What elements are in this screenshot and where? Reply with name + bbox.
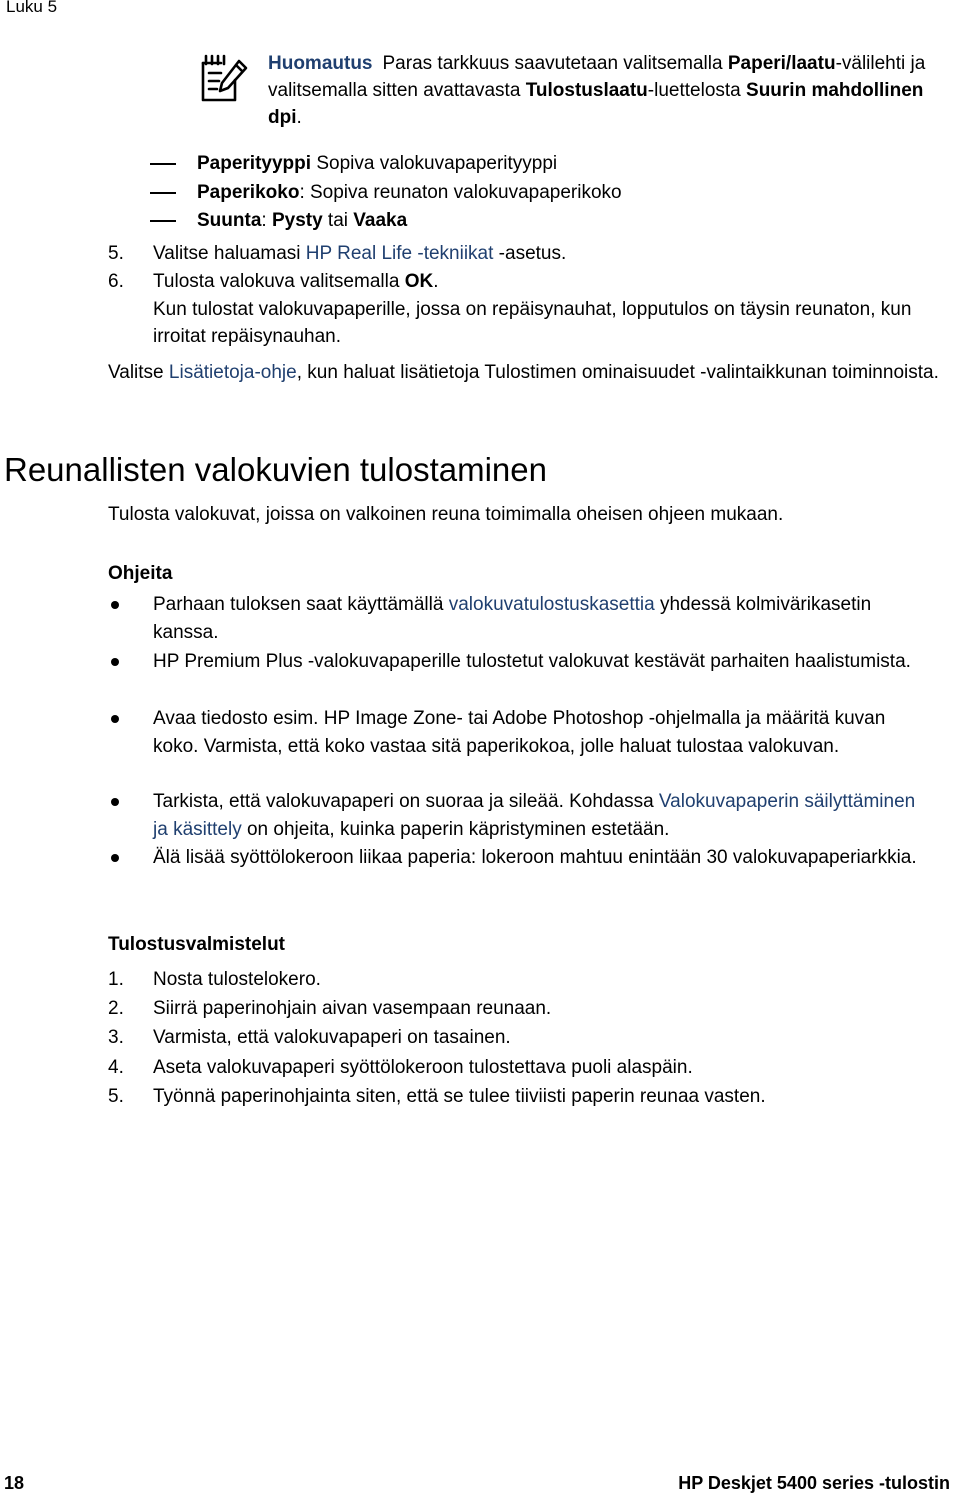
note-text-part: -välilehti ja valitsemalla sitten avattavasta	[268, 53, 926, 101]
note-text-part: .	[296, 107, 302, 128]
dash-item-term: Pysty	[271, 210, 323, 231]
guideline-item	[108, 705, 928, 761]
dash-marker	[150, 220, 176, 222]
paragraph-text: Valitse	[108, 362, 169, 383]
dash-item-text: : Sopiva reunaton valokuvapaperikoko	[299, 182, 622, 203]
page-number: 18	[4, 1473, 25, 1493]
guideline-text: Parhaan tuloksen saat käyttämällä	[153, 594, 449, 615]
step-text: Työnnä paperinohjainta siten, että se tulee tiiviisti paperin reunaa vasten.	[153, 1086, 766, 1107]
step-number: 3.	[108, 1027, 124, 1048]
prep-step	[108, 1083, 766, 1110]
step-text: Aseta valokuvapaperi syöttölokeroon tulostettava puoli alaspäin.	[153, 1057, 693, 1078]
prep-step	[108, 1054, 693, 1081]
step-bold-term: OK	[404, 271, 434, 292]
step-text: Siirrä paperinohjain aivan vasempaan reunaan.	[153, 998, 552, 1019]
step-text: Tulosta valokuva valitsemalla	[153, 271, 405, 292]
prep-heading: Tulostusvalmistelut	[108, 934, 286, 955]
bullet-dot	[111, 854, 119, 862]
footer-product: HP Deskjet 5400 series -tulostin	[678, 1473, 950, 1493]
guideline-text: yhdessä kolmivärikasetin kanssa.	[153, 594, 872, 643]
note-text-part: -luettelosta	[647, 80, 747, 101]
step-text: -asetus.	[493, 243, 567, 264]
dash-item-text: :	[261, 210, 272, 231]
hp-real-life-link[interactable]: HP Real Life -tekniikat	[305, 243, 494, 264]
note-bold-term: Paperi/laatu	[727, 53, 836, 74]
dash-item-term: Suunta	[197, 210, 262, 231]
dash-item-text: Sopiva valokuvapaperityyppi	[311, 153, 558, 174]
chapter-label: Luku 5	[6, 0, 58, 16]
prep-step	[108, 995, 551, 1022]
dash-marker	[150, 192, 176, 194]
bullet-dot	[111, 601, 119, 609]
note-bold-term: Suurin mahdollinen dpi	[268, 80, 924, 128]
guidelines-heading: Ohjeita	[108, 563, 173, 584]
guideline-text: Avaa tiedosto esim. HP Image Zone- tai Adobe Photoshop -ohjelmalla ja määritä kuvan koko. Varmista, että koko vastaa sitä paperikokoa, jolle haluat tulostaa valokuvan.	[153, 708, 886, 757]
guideline-text: on ohjeita, kuinka paperin käpristyminen estetään.	[241, 819, 670, 840]
prep-step	[108, 966, 321, 993]
photo-cartridge-link[interactable]: valokuvatulostuskasettia	[448, 594, 655, 615]
section-intro: Tulosta valokuvat, joissa on valkoinen reuna toimimalla oheisen ohjeen mukaan.	[108, 504, 784, 525]
step-text: .	[433, 271, 439, 292]
step-number: 6.	[108, 271, 124, 292]
guideline-text: Älä lisää syöttölokeroon liikaa paperia: lokeroon mahtuu enintään 30 valokuvapaperiarkkia.	[153, 847, 917, 868]
dash-item-orientation	[150, 207, 407, 234]
note-heading: Huomautus	[268, 53, 373, 74]
step-item	[108, 240, 566, 267]
guideline-item	[108, 788, 928, 844]
step-item	[108, 268, 438, 295]
step-number: 4.	[108, 1057, 124, 1078]
step-number: 5.	[108, 1086, 124, 1107]
dash-marker	[150, 163, 176, 165]
dash-item-paper-type	[150, 150, 557, 177]
step-number: 5.	[108, 243, 124, 264]
paragraph-text: , kun haluat lisätietoja Tulostimen ominaisuudet -valintaikkunan toiminnoista.	[296, 362, 939, 383]
photo-paper-storage-link[interactable]: Valokuvapaperin säilyttäminen ja käsittely	[153, 791, 916, 840]
guideline-text: HP Premium Plus -valokuvapaperille tulostetut valokuvat kestävät parhaiten haalistumista.	[153, 651, 911, 672]
guideline-item	[108, 844, 928, 872]
dash-item-text: tai	[322, 210, 354, 231]
step-text: Varmista, että valokuvapaperi on tasainen.	[153, 1027, 511, 1048]
dash-item-term: Vaaka	[353, 210, 408, 231]
step-text: Valitse haluamasi	[153, 243, 306, 264]
step-number: 1.	[108, 969, 124, 990]
bullet-dot	[111, 715, 119, 723]
section-title: Reunallisten valokuvien tulostaminen	[4, 451, 547, 488]
dash-item-term: Paperikoko	[197, 182, 300, 203]
bullet-dot	[111, 798, 119, 806]
note-bold-term: Tulostuslaatu	[525, 80, 648, 101]
guideline-item	[108, 591, 928, 647]
bullet-dot	[111, 658, 119, 666]
step-number: 2.	[108, 998, 124, 1019]
dash-item-term: Paperityyppi	[197, 153, 312, 174]
prep-step	[108, 1024, 511, 1051]
guideline-item	[108, 648, 928, 676]
step-text: Nosta tulostelokero.	[153, 969, 321, 990]
step-note: Kun tulostat valokuvapaperille, jossa on repäisynauhat, lopputulos on täysin reunaton, kun irroitat repäisynauhan.	[153, 299, 912, 347]
guideline-text: Tarkista, että valokuvapaperi on suoraa ja sileää. Kohdassa	[153, 791, 659, 812]
dash-item-paper-size	[150, 179, 622, 206]
note-text-part: Paras tarkkuus saavutetaan valitsemalla	[382, 53, 728, 74]
note-pencil-icon	[195, 50, 249, 104]
help-paragraph	[108, 359, 958, 387]
note-text	[268, 50, 958, 131]
help-link[interactable]: Lisätietoja-ohje	[168, 362, 297, 383]
